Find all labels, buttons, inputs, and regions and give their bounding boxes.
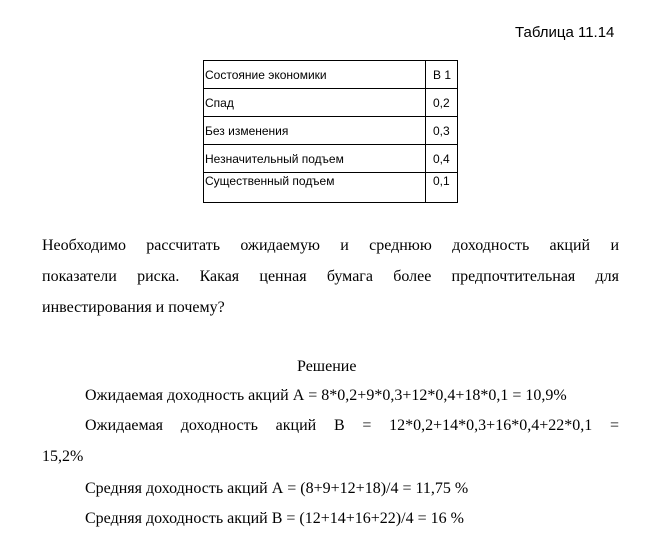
value-cell: 0,4 (426, 145, 458, 173)
economy-state-table (203, 60, 458, 203)
header-value-cell: В 1 (426, 61, 458, 89)
expected-return-a: Ожидаемая доходность акций А = 8*0,2+9*0,3+12*0,4+18*0,1 = 10,9% (85, 387, 567, 404)
task-line-1: Необходимо рассчитать ожидаемую и среднюю доходность акций и (42, 237, 619, 254)
state-cell: Существенный подъем (204, 173, 426, 203)
value-cell: 0,3 (426, 117, 458, 145)
expected-return-b-line-1: Ожидаемая доходность акций В = 12*0,2+14*0,3+16*0,4+22*0,1 = (85, 417, 619, 434)
average-return-a: Средняя доходность акций А = (8+9+12+18)/4 = 11,75 % (85, 480, 469, 497)
value-cell: 0,1 (426, 173, 458, 203)
state-cell: Спад (204, 89, 426, 117)
average-return-b: Средняя доходность акций В = (12+14+16+22)/4 = 16 % (85, 510, 464, 527)
table-row (204, 173, 458, 203)
state-cell: Без изменения (204, 117, 426, 145)
state-cell: Незначительный подъем (204, 145, 426, 173)
table-row (204, 89, 458, 117)
value-cell: 0,2 (426, 89, 458, 117)
table-row (204, 145, 458, 173)
task-line-3: инвестирования и почему? (42, 299, 225, 316)
table-row (204, 117, 458, 145)
header-state-cell: Состояние экономики (204, 61, 426, 89)
task-line-2: показатели риска. Какая ценная бумага более предпочтительная для (42, 268, 619, 285)
solution-heading: Решение (297, 358, 357, 375)
expected-return-b-line-2: 15,2% (42, 448, 84, 465)
table-header-row (204, 61, 458, 89)
table-caption: Таблица 11.14 (515, 24, 615, 41)
